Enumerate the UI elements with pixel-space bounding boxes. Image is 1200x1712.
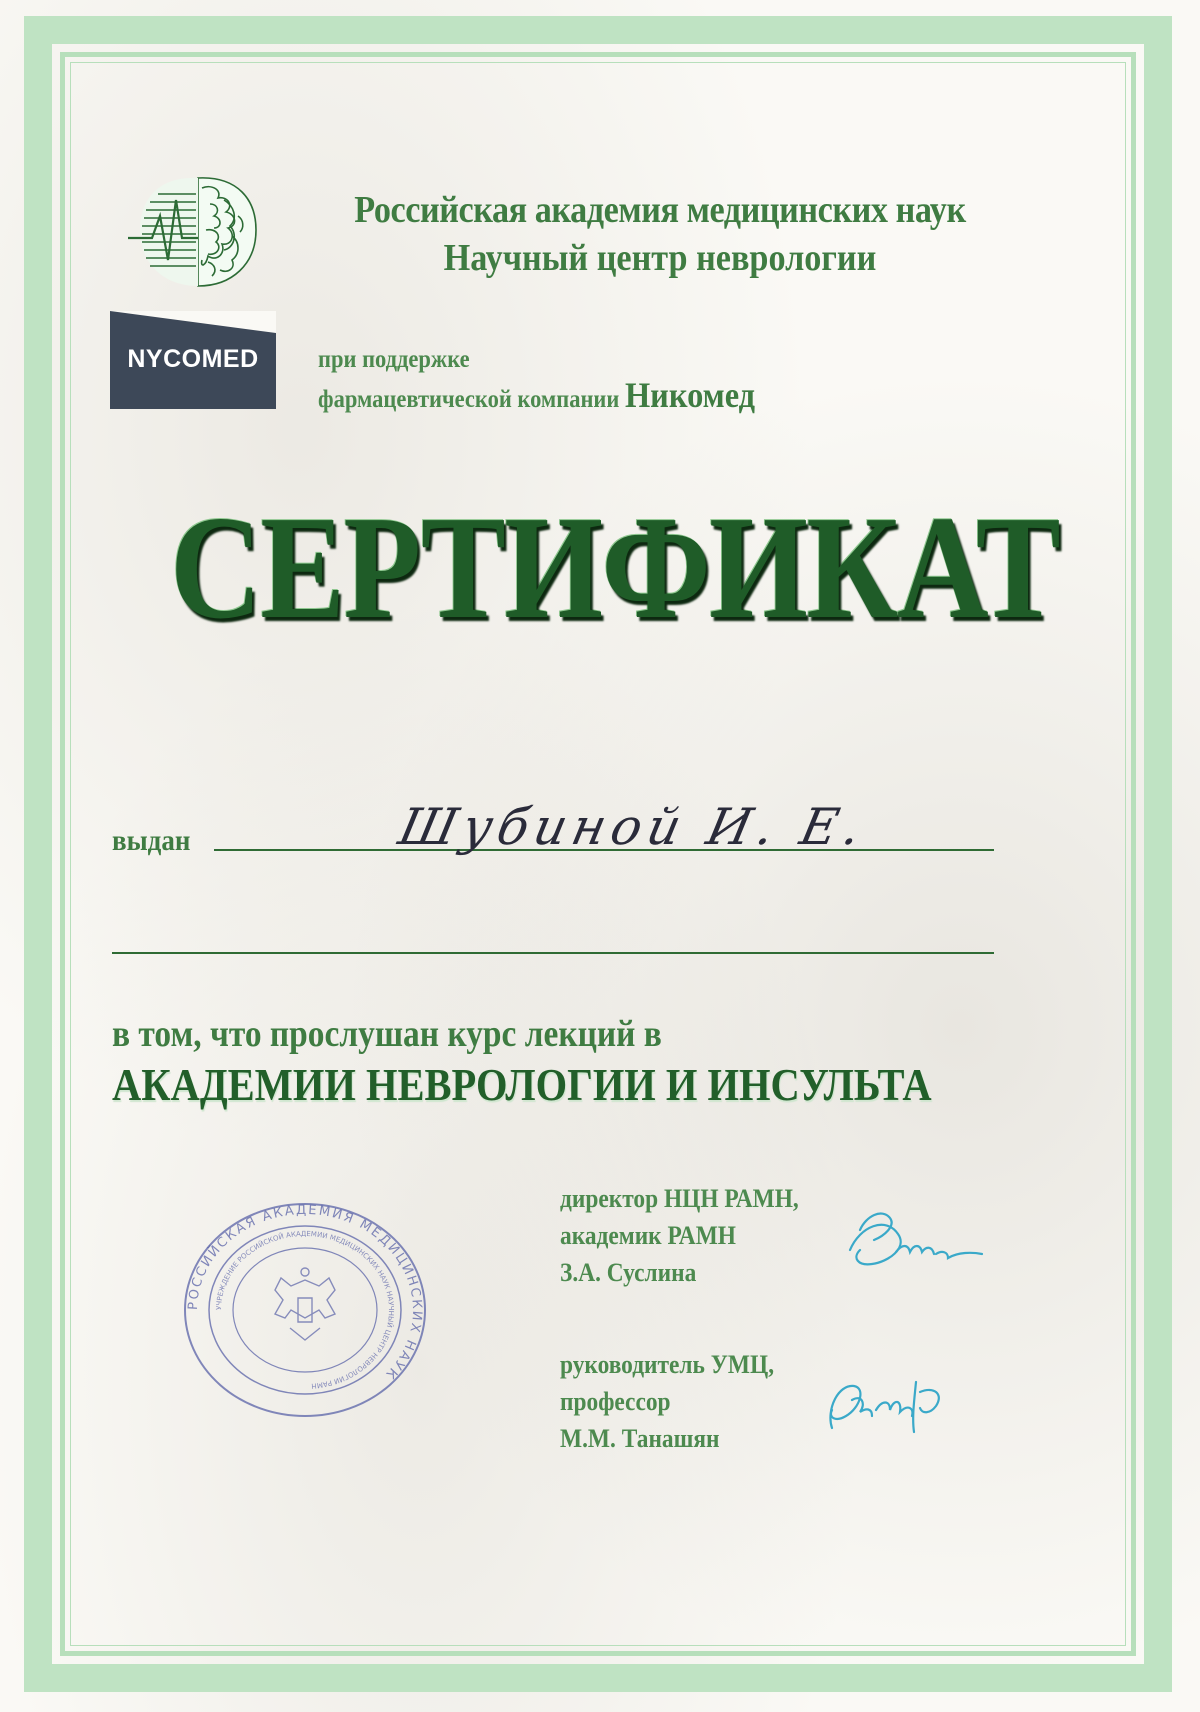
svg-text:УЧРЕЖДЕНИЕ РОССИЙСКОЙ АКАДЕМИИ [215, 1230, 395, 1390]
signatory-director [560, 1180, 799, 1291]
nycomed-logo [110, 311, 276, 409]
issued-label: выдан [112, 824, 191, 857]
logo-cut-corner [110, 311, 276, 333]
course-line-1: в том, что прослушан курс лекций в [112, 1013, 662, 1055]
recipient-handwritten-name: Шубиной И. Е. [393, 798, 872, 856]
support-line-1: при поддержке [318, 346, 470, 373]
head-signature [808, 1352, 978, 1452]
course-line-2: АКАДЕМИИ НЕВРОЛОГИИ И ИНСУЛЬТА [112, 1059, 932, 1110]
signatory-head-title: руководитель УМЦ, [560, 1350, 775, 1379]
signatory-head-name: М.М. Танашян [560, 1424, 720, 1453]
signatory-director-rank: академик РАМН [560, 1221, 736, 1250]
support-line-2 [318, 374, 755, 416]
brain-logo-icon [128, 160, 268, 300]
director-signature [820, 1190, 1020, 1300]
seal-ring-text: РОССИЙСКАЯ АКАДЕМИЯ МЕДИЦИНСКИХ НАУК [185, 1202, 425, 1383]
signatory-director-title: директор НЦН РАМН, [560, 1184, 799, 1213]
recipient-line-2 [112, 952, 994, 954]
seal-inner-text: УЧРЕЖДЕНИЕ РОССИЙСКОЙ АКАДЕМИИ МЕДИЦИНСКИХ НАУК НАУЧНЫЙ ЦЕНТР НЕВРОЛОГИИ РАМН [214, 1229, 396, 1390]
organization-center: Научный центр неврологии [443, 237, 877, 279]
nycomed-logo-text: NYCOMED [127, 345, 259, 373]
support-brand: Никомед [624, 375, 756, 415]
signatory-head-rank: профессор [560, 1387, 671, 1416]
official-seal-stamp [180, 1200, 430, 1420]
certificate-title: СЕРТИФИКАТ [170, 486, 1060, 650]
support-line-2-text: фармацевтической компании [318, 386, 620, 413]
signatory-head [560, 1346, 774, 1457]
organization-name: Российская академия медицинских наук [354, 189, 966, 231]
signatory-director-name: З.А. Суслина [560, 1258, 697, 1287]
